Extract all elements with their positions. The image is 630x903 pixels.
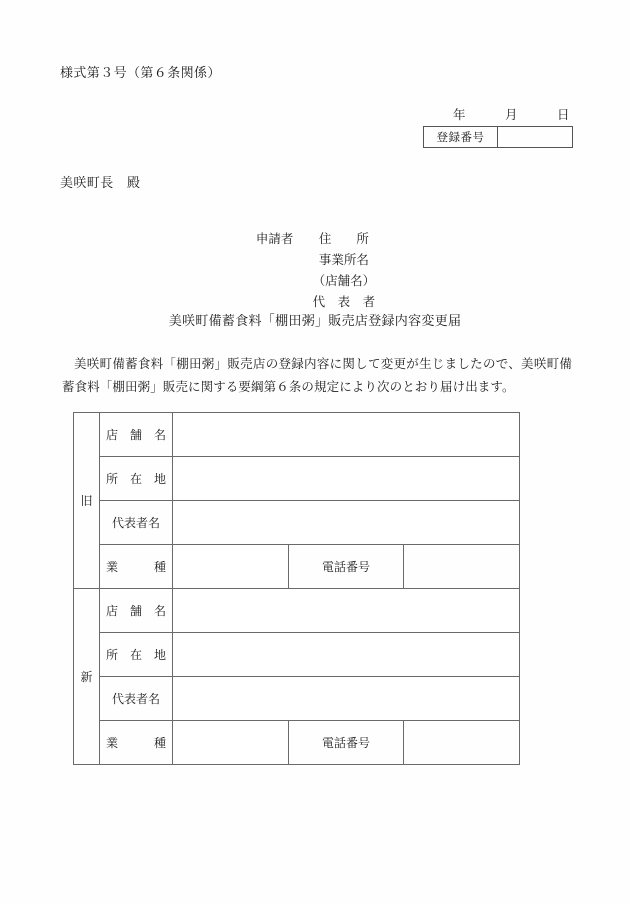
- date-year-label: 年: [453, 107, 466, 122]
- group-label-new: 新: [74, 589, 100, 765]
- change-details-table: [73, 412, 520, 765]
- row-value-business-type-old[interactable]: [173, 545, 289, 589]
- applicant-prefix: 申請者: [255, 231, 294, 246]
- body-paragraph: 美咲町備蓄食料「棚田粥」販売店の登録内容に関して変更が生じましたので、美咲町備蓄食料「棚田粥」販売に関する要綱第６条の規定により次のとおり届け出ます。: [62, 356, 572, 394]
- registration-number-box: [423, 126, 573, 148]
- addressee: 美咲町長 殿: [60, 176, 141, 191]
- date-day-label: 日: [557, 107, 570, 122]
- row-label-representative-new: 代表者名: [100, 677, 173, 721]
- table-row: [74, 677, 520, 721]
- row-label-shop-name-new: 店 舗 名: [100, 589, 173, 633]
- table-row: [74, 545, 520, 589]
- table-row: [74, 589, 520, 633]
- date-line: [423, 105, 573, 123]
- table-row: [74, 457, 520, 501]
- row-label-business-type-new: 業 種: [100, 721, 173, 765]
- row-label-business-type-old: 業 種: [100, 545, 173, 589]
- row-label-address-new: 所 在 地: [100, 633, 173, 677]
- page-title: 美咲町備蓄食料「棚田粥」販売店登録内容変更届: [168, 314, 462, 329]
- table-row: [74, 721, 520, 765]
- applicant-representative-label: 代 表 者: [312, 294, 376, 309]
- row-value-telephone-old[interactable]: [404, 545, 520, 589]
- row-value-representative-old[interactable]: [173, 501, 520, 545]
- applicant-block: [232, 207, 382, 309]
- table-row: [74, 501, 520, 545]
- row-label-telephone-old: 電話番号: [288, 545, 404, 589]
- row-label-address-old: 所 在 地: [100, 457, 173, 501]
- table-row: [74, 633, 520, 677]
- row-value-address-new[interactable]: [173, 633, 520, 677]
- row-value-address-old[interactable]: [173, 457, 520, 501]
- applicant-address-label: 住 所: [318, 231, 369, 246]
- row-label-representative-old: 代表者名: [100, 501, 173, 545]
- row-value-shop-name-old[interactable]: [173, 413, 520, 457]
- row-value-business-type-new[interactable]: [173, 721, 289, 765]
- applicant-row: [232, 207, 382, 246]
- row-value-representative-new[interactable]: [173, 677, 520, 721]
- date-month-label: 月: [505, 107, 518, 122]
- row-label-shop-name-old: 店 舗 名: [100, 413, 173, 457]
- applicant-shop-name-label: （店舗名）: [312, 273, 376, 288]
- row-value-telephone-new[interactable]: [404, 721, 520, 765]
- registration-number-value[interactable]: [498, 127, 572, 147]
- group-label-old: 旧: [74, 413, 100, 589]
- form-number: 様式第３号（第６条関係）: [60, 66, 221, 81]
- registration-number-label: 登録番号: [424, 127, 498, 147]
- row-value-shop-name-new[interactable]: [173, 589, 520, 633]
- applicant-business-name-label: 事業所名: [318, 252, 369, 267]
- table-row: [74, 413, 520, 457]
- row-label-telephone-new: 電話番号: [288, 721, 404, 765]
